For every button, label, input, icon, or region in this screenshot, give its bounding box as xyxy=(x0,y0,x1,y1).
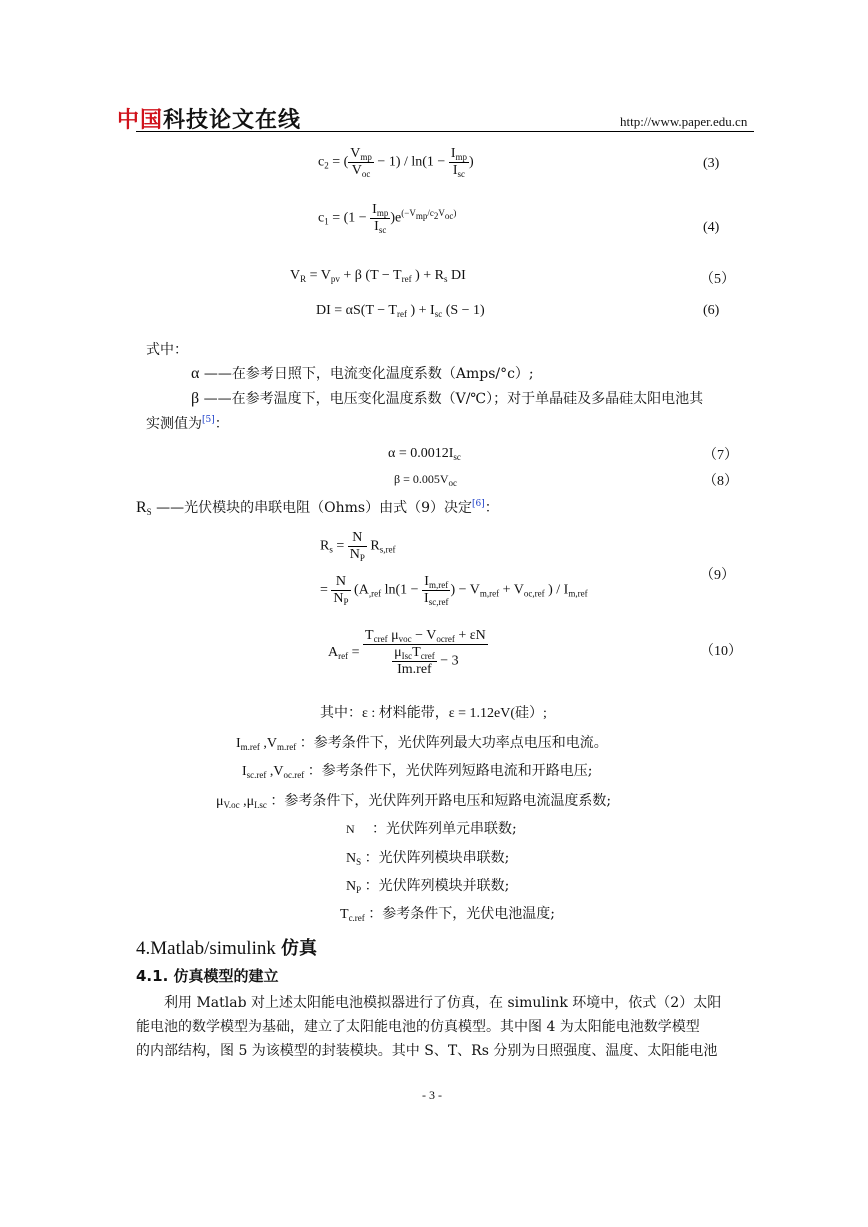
equation-8: $\beta = 0.005V_{oc}$ xyxy=(394,472,458,488)
equation-4: $c_1 = (1$ − $\frac{I_{mp}}{I_{sc}}$ )$e^{(-V_{mp}/c_2V_{oc})}$ xyxy=(318,202,457,235)
equation-9-number: （9） xyxy=(700,568,735,583)
beta-definition-cont: 实测值为[5]： xyxy=(146,415,229,432)
site-url[interactable]: http://www.paper.edu.cn xyxy=(620,114,748,129)
rs-definition: $R_S$ ——光伏模块的串联电阻（Ohms）由式（9）决定[6]： xyxy=(136,499,499,517)
alpha-definition: α ——在参考日照下，电流变化温度系数（Amps/°c）; xyxy=(191,365,534,382)
equation-7: $\alpha = 0.0012I_{sc}$ xyxy=(388,446,461,462)
paragraph-line-3: 的内部结构，图 5 为该模型的封装模块。其中 S、T、Rs 分别为日照强度、温度、太阳能电池 xyxy=(136,1043,718,1059)
section-title: 4.Matlab/simulink 仿真 xyxy=(136,938,317,959)
np-definition: $N_P$ ：光伏阵列模块并联数; xyxy=(346,878,510,895)
paragraph-line-1: 利用 Matlab 对上述太阳能电池模拟器进行了仿真，在 simulink 环境中，依式（2）太阳 xyxy=(164,995,722,1011)
equation-6: DI = $\alpha S(T - T_{ref}$ ) + $I_{sc}$ (S − 1) xyxy=(316,303,485,319)
beta-definition: β ——在参考温度下，电压变化温度系数（V/℃）；对于单晶硅及多晶硅太阳电池其 xyxy=(191,390,704,407)
im-definition: $I_{m.ref}$ $,V_{m.ref}$ ：参考条件下，光伏阵列最大功率点电压和电流。 xyxy=(236,735,608,752)
equation-5: $V_R = V_{pv} + \beta$ ($T - T_{ref}$ ) + $R_s$ DI xyxy=(290,268,466,284)
where-label: 式中： xyxy=(146,342,188,358)
equation-9-line1: $R_s$ = $\frac{N}{N_P}$ $R_{s,ref}$ xyxy=(320,530,396,563)
equation-8-number: （8） xyxy=(703,474,738,489)
equation-3: $c_2$ = ( $\frac{V_{mp}}{V_{oc}}$ − 1) / ln(1 − $\frac{I_{mp}}{I_{sc}}$ ) xyxy=(318,146,474,179)
subsection-title: 4.1. 仿真模型的建立 xyxy=(136,967,279,985)
header-divider xyxy=(136,131,754,132)
equation-10-number: （10） xyxy=(700,644,742,659)
citation-6[interactable]: [6] xyxy=(472,499,485,509)
isc-definition: $I_{sc.ref}$ $,V_{oc.ref}$ ：参考条件下，光伏阵列短路电流和开路电压; xyxy=(242,763,593,780)
equation-5-number: （5） xyxy=(700,272,735,287)
equation-6-number: (6) xyxy=(703,303,720,318)
equation-10: $A_{ref}$ = $T_{cref}$ $\mu_{voc} - V_{ocref} + \varepsilon N$ $\frac{\mu_{Isc}T_{cref}}{\text{Im.ref}}$ − 3 xyxy=(328,628,486,677)
paragraph-line-2: 能电池的数学模型为基础，建立了太阳能电池的仿真模型。其中图 4 为太阳能电池数学模型 xyxy=(136,1019,700,1035)
equation-7-number: （7） xyxy=(703,448,738,463)
equation-4-number: (4) xyxy=(703,220,720,235)
tc-definition: $T_{c.ref}$ ：参考条件下，光伏电池温度; xyxy=(340,906,556,923)
ns-definition: $N_S$ ：光伏阵列模块串联数; xyxy=(346,850,510,867)
site-logo: 中国科技论文在线 xyxy=(117,108,302,133)
mu-definition: $\mu_{V.oc}$ $,\mu_{I.sc}$ ：参考条件下，光伏阵列开路电压和短路电流温度系数; xyxy=(216,793,612,810)
equation-3-number: (3) xyxy=(703,156,720,171)
n-definition: N ：光伏阵列单元串联数; xyxy=(346,821,517,837)
page-number: - 3 - xyxy=(422,1088,442,1102)
epsilon-definition: 其中：ε : 材料能带，ε = 1.12eV(硅）; xyxy=(320,705,547,721)
equation-9-line2: = $\frac{N}{N_P}$ ($A_{,ref}$ ln(1 − $\frac{I_{m,ref}}{I_{sc,ref}}$ ) − $V_{m,ref} + V_{oc,ref}$ ) / $I_{m,ref}$ xyxy=(320,574,588,607)
citation-5[interactable]: [5] xyxy=(202,415,215,425)
